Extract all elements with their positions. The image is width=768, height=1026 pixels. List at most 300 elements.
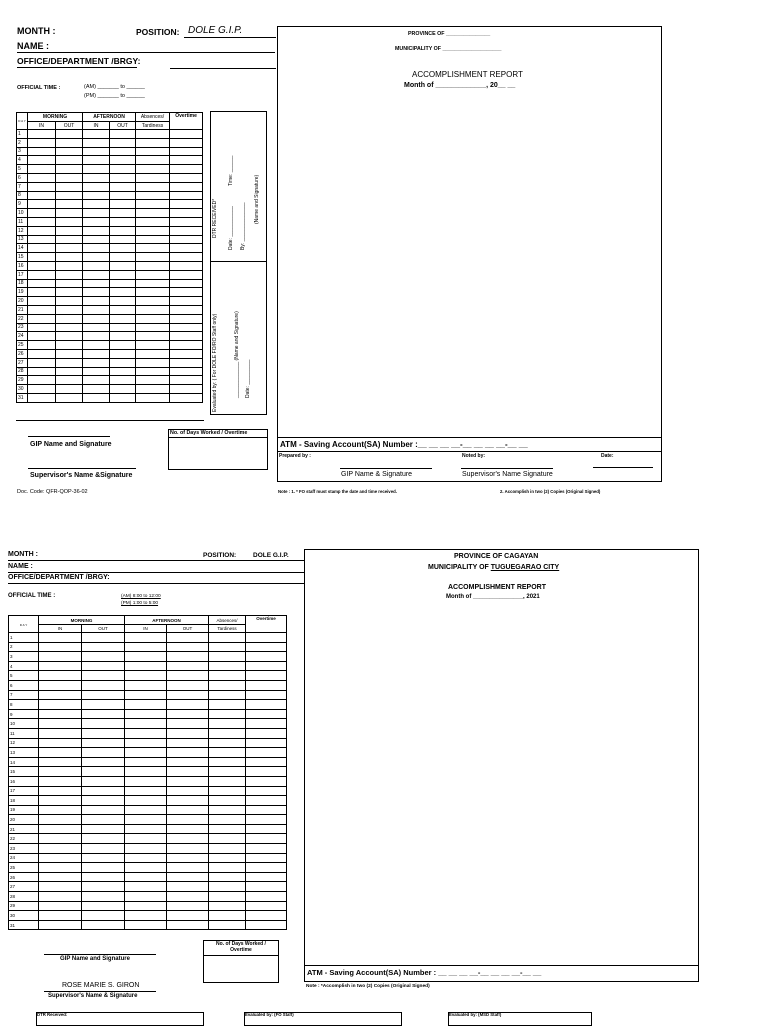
out-header: OUT [167,625,209,633]
day-number: 21 [9,824,39,834]
position-underline [184,37,276,38]
time-cell [28,270,56,279]
official-time-label: OFFICIAL TIME : [17,85,61,91]
time-cell [39,863,82,873]
time-cell [82,767,125,777]
day-number: 26 [17,349,28,358]
day-number: 19 [17,288,28,297]
pm-time: (PM) _______ to ______ [84,93,145,99]
time-cell [167,661,209,671]
day-number: 20 [17,297,28,306]
day-number: 29 [9,901,39,911]
tardiness-header: Tardiness [136,122,170,130]
time-cell [209,805,246,815]
day-number: 30 [17,385,28,394]
time-cell [83,147,110,156]
time-cell [82,633,125,643]
time-cell [83,200,110,209]
time-cell [82,671,125,681]
time-cell [136,147,170,156]
time-cell [39,633,82,643]
time-cell [39,776,82,786]
out-header: OUT [82,625,125,633]
time-cell [209,815,246,825]
office-label: OFFICE/DEPARTMENT /BRGY: [8,574,110,581]
time-cell [246,671,287,681]
table-row [17,130,203,139]
time-cell [167,805,209,815]
time-cell [125,863,167,873]
table-row [17,385,203,394]
table-row [17,376,203,385]
time-cell [125,853,167,863]
time-cell [28,376,56,385]
day-number: 9 [17,200,28,209]
time-cell [83,297,110,306]
table-row [9,709,287,719]
time-cell [246,690,287,700]
gip-signature-label: GIP Name and Signature [30,441,112,448]
time-cell [136,235,170,244]
time-cell [56,235,83,244]
time-cell [170,358,203,367]
time-cell [110,358,136,367]
time-cell [56,393,83,402]
time-cell [170,349,203,358]
gip-sig-right: GIP Name & Signature [341,471,413,478]
time-cell [56,217,83,226]
time-cell [136,376,170,385]
time-cell [28,165,56,174]
office-label: OFFICE/DEPARTMENT /BRGY: [17,56,141,66]
time-cell [82,863,125,873]
time-cell [246,738,287,748]
out-header: OUT [56,122,83,130]
time-cell [125,786,167,796]
time-cell [167,757,209,767]
time-cell [246,728,287,738]
day-number: 18 [9,796,39,806]
time-cell [110,332,136,341]
gip-signature-label: GIP Name and Signature [60,956,130,962]
time-cell [110,367,136,376]
time-cell [125,911,167,921]
time-cell [83,367,110,376]
time-cell [56,138,83,147]
time-cell [246,709,287,719]
time-cell [28,297,56,306]
time-cell [83,270,110,279]
time-cell [56,349,83,358]
time-cell [167,824,209,834]
time-cell [110,385,136,394]
time-cell [28,314,56,323]
time-cell [246,815,287,825]
time-cell [125,805,167,815]
day-header: D A Y [9,616,39,633]
time-cell [167,786,209,796]
time-cell [246,920,287,930]
time-cell [167,748,209,758]
time-cell [83,235,110,244]
time-cell [110,209,136,218]
time-cell [209,824,246,834]
time-cell [209,700,246,710]
table-row [17,358,203,367]
time-cell [82,700,125,710]
day-number: 19 [9,805,39,815]
table-row [9,757,287,767]
supervisor-sig-line-right [461,468,553,469]
time-cell [246,892,287,902]
table-row [17,200,203,209]
time-cell [125,633,167,643]
time-cell [28,156,56,165]
table-row [9,671,287,681]
date-label: Date: [601,453,614,459]
time-cell [209,872,246,882]
table-row [17,314,203,323]
time-cell [28,200,56,209]
table-row [9,853,287,863]
time-cell [39,690,82,700]
supervisor-signature-label: Supervisor's Name &Signature [30,472,133,479]
day-number: 10 [17,209,28,218]
time-cell [56,253,83,262]
time-cell [82,786,125,796]
time-cell [56,341,83,350]
time-cell [83,130,110,139]
time-cell [167,844,209,854]
time-cell [56,165,83,174]
supervisor-signature-line [44,991,156,992]
time-cell [167,901,209,911]
time-cell [83,393,110,402]
day-number: 16 [9,776,39,786]
time-cell [82,872,125,882]
time-cell [110,297,136,306]
table-row [9,738,287,748]
time-cell [136,173,170,182]
month-label: MONTH : [8,551,38,558]
time-cell [39,786,82,796]
time-cell [136,156,170,165]
time-cell [167,911,209,921]
time-cell [170,182,203,191]
time-cell [28,305,56,314]
time-cell [136,226,170,235]
time-cell [136,261,170,270]
time-cell [82,719,125,729]
time-cell [82,642,125,652]
day-number: 14 [17,244,28,253]
time-cell [39,805,82,815]
doc-code: Doc. Code: QFR-QOP-36-02 [17,489,88,495]
accomplishment-report-box [304,549,699,982]
time-cell [209,834,246,844]
time-cell [125,680,167,690]
noted-by-label: Noted by: [462,453,486,459]
time-cell [56,332,83,341]
day-number: 28 [9,892,39,902]
time-cell [83,253,110,262]
time-cell [209,738,246,748]
table-row [9,767,287,777]
time-cell [82,652,125,662]
time-cell [167,728,209,738]
table-row [17,147,203,156]
day-number: 7 [17,182,28,191]
time-cell [56,191,83,200]
eval-date-label: Date: _________ [245,359,251,398]
time-cell [56,305,83,314]
days-worked-label: No. of Days Worked / Overtime [216,941,266,953]
name-label: NAME : [17,41,49,51]
day-number: 7 [9,690,39,700]
time-cell [28,253,56,262]
time-cell [209,680,246,690]
time-cell [167,796,209,806]
name-underline [17,52,275,53]
time-cell [170,393,203,402]
table-row [9,700,287,710]
table-row [9,796,287,806]
time-cell [110,279,136,288]
time-cell [170,147,203,156]
time-cell [170,130,203,139]
table-row [17,138,203,147]
time-cell [209,671,246,681]
table-row [9,872,287,882]
days-worked-label: No. of Days Worked / Overtime [170,430,248,436]
day-number: 13 [9,748,39,758]
day-number: 9 [9,709,39,719]
time-cell [167,776,209,786]
position-label: POSITION: [203,552,237,559]
absences-header: Absences/ [136,113,170,122]
time-cell [82,757,125,767]
time-cell [125,776,167,786]
table-row [9,844,287,854]
time-cell [246,776,287,786]
time-cell [82,709,125,719]
time-cell [136,138,170,147]
time-cell [167,815,209,825]
time-cell [28,235,56,244]
time-cell [209,767,246,777]
time-cell [110,130,136,139]
table-row [9,863,287,873]
time-cell [136,393,170,402]
day-number: 11 [17,217,28,226]
time-cell [39,767,82,777]
time-cell [56,297,83,306]
time-cell [170,217,203,226]
time-cell [28,209,56,218]
time-cell [246,652,287,662]
time-cell [39,757,82,767]
time-cell [56,244,83,253]
day-number: 25 [9,863,39,873]
time-cell [170,376,203,385]
day-number: 12 [17,226,28,235]
time-cell [246,824,287,834]
time-cell [170,226,203,235]
time-cell [82,920,125,930]
time-cell [28,138,56,147]
time-cell [167,863,209,873]
day-number: 18 [17,279,28,288]
time-cell [82,805,125,815]
month-underline [8,560,304,561]
time-cell [82,661,125,671]
time-cell [246,680,287,690]
time-cell [39,671,82,681]
afternoon-header: AFTERNOON [125,616,209,625]
time-cell [125,690,167,700]
time-cell [82,815,125,825]
municipality-of-label: MUNICIPALITY OF ____________________ [395,46,502,52]
dtr-table [8,615,287,930]
time-cell [110,288,136,297]
time-cell [170,165,203,174]
time-cell [28,279,56,288]
time-cell [209,911,246,921]
time-cell [209,633,246,643]
time-cell [167,680,209,690]
time-cell [39,728,82,738]
time-cell [56,358,83,367]
table-row [9,834,287,844]
atm-top-line [277,437,662,438]
afternoon-header: AFTERNOON [83,113,136,122]
time-cell [125,834,167,844]
table-row [17,305,203,314]
table-row [17,173,203,182]
days-worked-divider [168,437,268,438]
time-cell [110,217,136,226]
time-cell [110,235,136,244]
time-cell [167,738,209,748]
morning-header: MORNING [28,113,83,122]
overtime-header: Overtime [170,113,203,130]
time-cell [170,244,203,253]
time-cell [110,138,136,147]
time-cell [125,671,167,681]
day-number: 3 [9,652,39,662]
time-cell [56,288,83,297]
day-number: 22 [9,834,39,844]
table-row [17,165,203,174]
municipality-label: MUNICIPALITY OF TUGUEGARAO CITY [428,564,560,571]
supervisor-signature-label: Supervisor's Name & Signature [48,993,138,999]
time-cell [83,138,110,147]
time-cell [110,200,136,209]
time-cell [28,173,56,182]
time-cell [83,323,110,332]
time-cell [110,182,136,191]
time-cell [28,288,56,297]
table-row [17,182,203,191]
time-cell [39,642,82,652]
time-cell [170,305,203,314]
day-number: 4 [17,156,28,165]
time-cell [39,872,82,882]
table-bottom-line [16,420,204,421]
table-row [17,244,203,253]
time-cell [83,376,110,385]
time-cell [136,191,170,200]
time-cell [246,872,287,882]
time-cell [125,767,167,777]
time-cell [83,261,110,270]
table-row [17,367,203,376]
time-cell [209,920,246,930]
time-cell [209,661,246,671]
time-cell [136,323,170,332]
name-underline [8,572,304,573]
time-cell [167,872,209,882]
note-label: Note : *Accomplish in two (2) Copies (Original Signed) [306,984,430,989]
table-row [17,323,203,332]
time-cell [209,757,246,767]
table-row [9,901,287,911]
time-cell [170,385,203,394]
day-number: 8 [9,700,39,710]
time-cell [209,844,246,854]
position-value: DOLE G.I.P. [188,25,243,36]
time-cell [246,767,287,777]
time-cell [167,719,209,729]
time-cell [209,786,246,796]
time-cell [246,642,287,652]
time-cell [246,719,287,729]
time-cell [83,288,110,297]
time-cell [209,892,246,902]
table-row [17,191,203,200]
time-cell [209,863,246,873]
time-cell [39,882,82,892]
time-cell [39,824,82,834]
table-row [9,815,287,825]
time-cell [56,200,83,209]
time-cell [170,173,203,182]
time-cell [136,130,170,139]
time-cell [246,853,287,863]
time-cell [136,305,170,314]
table-row [17,393,203,402]
time-cell [125,661,167,671]
time-cell [39,901,82,911]
time-cell [136,385,170,394]
day-number: 24 [17,332,28,341]
time-cell [170,235,203,244]
table-row [9,892,287,902]
time-cell [39,892,82,902]
note-2: 2. Accomplish in two (2) Copies (Original Signed) [500,489,601,494]
table-row [9,633,287,643]
time-cell [83,244,110,253]
time-cell [56,156,83,165]
time-cell [125,709,167,719]
time-cell [28,385,56,394]
time-cell [82,680,125,690]
time-cell [56,385,83,394]
accomplishment-report-box [277,26,662,482]
time-cell [83,385,110,394]
time-cell [83,349,110,358]
table-row [9,728,287,738]
